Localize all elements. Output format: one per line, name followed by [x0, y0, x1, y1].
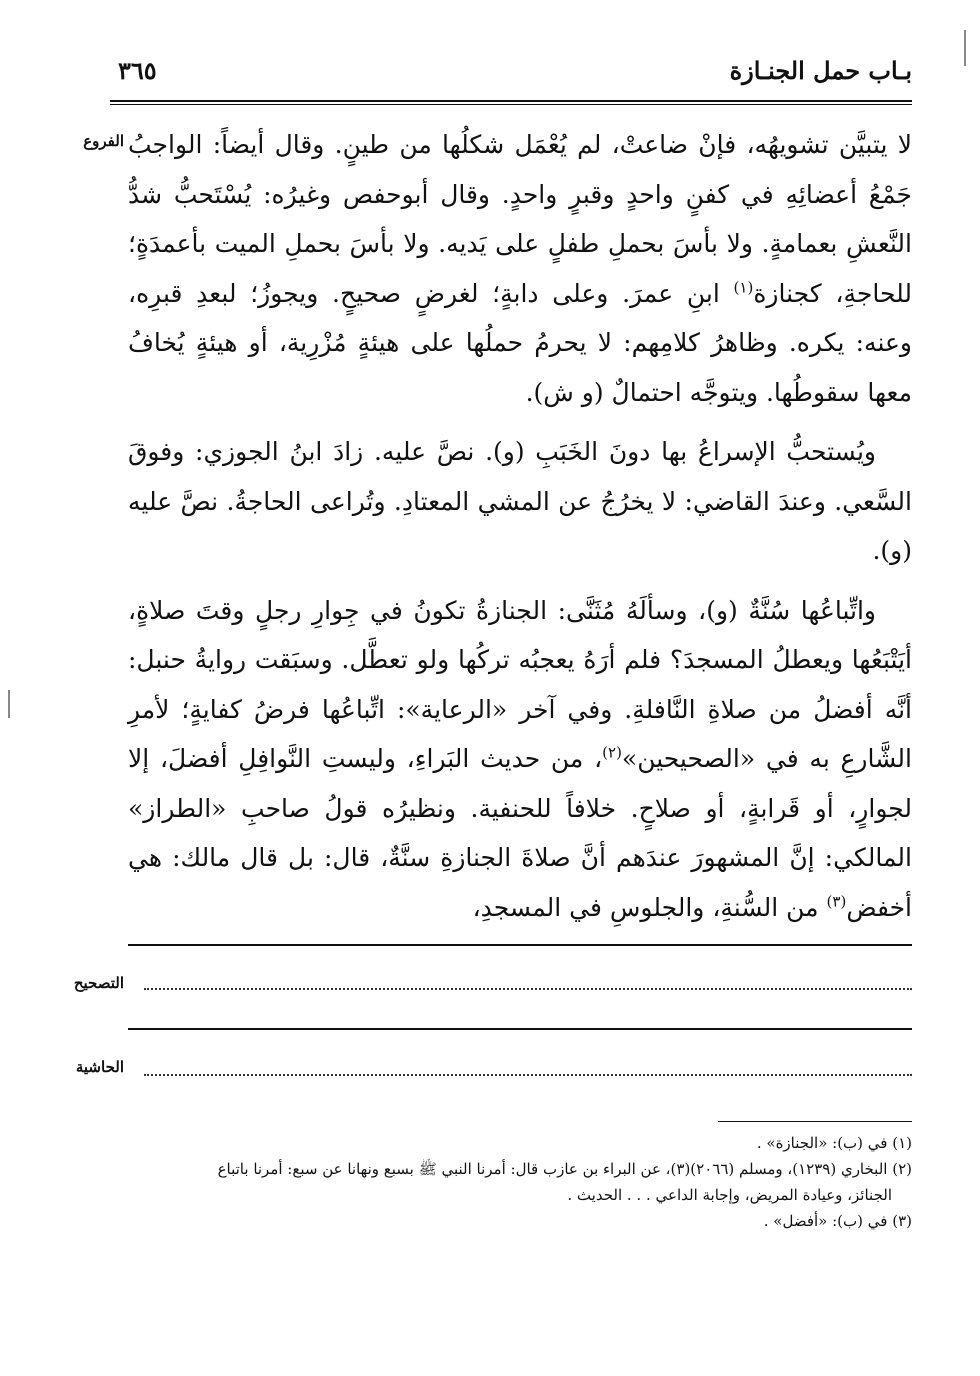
paragraph-3-text-end: من السُّنةِ، والجلوسِ في المسجدِ، [472, 892, 827, 922]
footnote-2: (٢) البخاري (١٢٣٩)، ومسلم (٢٠٦٦)(٣)، عن البراء بن عازب قال: أمرنا النبي ﷺ بسبع ونهانا عن سبع: أمرنا باتباع [217, 1160, 912, 1178]
side-label-tashih: التصحيح [73, 974, 124, 992]
tashih-rule [128, 1028, 912, 1030]
paragraph-1-text-cont: ابنِ عمرَ. وعلى دابةٍ؛ لغرضٍ صحيحٍ. ويجوزُ؛ لبعدِ قبرِه، وعنه: يكره. وظاهرُ كلامِهم: لا يحرمُ حملُها على هيئةٍ مُزْرِية، أو هيئةٍ يُخافُ معها سقوطُها. ويتوجَّه احتمالٌ (و ش). [128, 278, 912, 407]
main-text-rule [128, 944, 912, 946]
side-label-hashiya: الحاشية [75, 1058, 124, 1076]
footnotes [128, 1130, 912, 1234]
chapter-title: بـاب حمل الجنـازة [729, 56, 912, 85]
page-number: ٣٦٥ [118, 56, 157, 85]
paragraph-2-text: ويُستحبُّ الإسراعُ بها دونَ الخَبَبِ (و). نصَّ عليه. زادَ ابنُ الجوزي: وفوقَ السَّعي. وعندَ القاضي: لا يخرُجُ عن المشي المعتادِ. وتُراعى الحاجةُ. نصَّ عليه (و). [128, 437, 912, 565]
tashih-dotted-line [144, 988, 912, 990]
paragraph-3 [128, 586, 912, 933]
footnote-3: (٣) في (ب): «أفضل» . [763, 1212, 912, 1230]
footnote-2-continued: الجنائز، وعيادة المريض، وإجابة الداعي . . . الحديث . [567, 1186, 892, 1204]
scan-edge-mark [964, 30, 966, 66]
scan-edge-mark-left [8, 690, 10, 718]
side-label-furu: الفروع [83, 132, 124, 150]
footnote-ref-1[interactable]: (١) [733, 278, 754, 297]
paragraph-2 [128, 427, 912, 576]
header-rule [110, 100, 912, 105]
paragraph-3-text-mid: ، من حديث البَراءِ، وليستِ النَّوافِلِ أفضلَ، إلا لجوارٍ، أو قَرابةٍ، أو صلاحٍ. خلافاً للحنفية. ونظيرُه قولُ صاحبِ «الطراز» المالكي: إنَّ المشهورَ عندَهم أنَّ صلاةَ الجنازةِ سنَّةٌ، قال: بل قال مالك: هي أخفض [128, 744, 912, 922]
paragraph-1-text: لا يتبيَّن تشويهُه، فإنْ ضاعتْ، لم يُعْمَل شكلُها من طينٍ. وقال أيضاً: الواجبُ جَمْعُ أعضائِهِ في كفنٍ واحدٍ وقبرٍ واحدٍ. وقال أبوحفص وغيرُه: يُسْتَحبُّ شدُّ النَّعشِ بعمامةٍ. ولا بأسَ بحملِ طفلٍ على يَديه. ولا بأسَ بحملِ الميت بأعمدَةٍ؛ للحاجةِ، كجنازة [128, 130, 912, 308]
hashiya-dotted-line [144, 1074, 912, 1076]
paragraph-3-text: واتِّباعُها سُنَّةٌ (و)، وسألَهُ مُثَنَّى: الجنازةُ تكونُ في جِوارِ رجلٍ وقتَ صلاةٍ، أيَتْبَعُها ويعطلُ المسجدَ؟ فلم أرَهُ يعجبُه تركُها ولو تعطَّل. وسبَقت روايةُ حنبل: أنَّه أفضلُ من صلاةِ النَّافلةِ. وفي آخر «الرعاية»: اتِّباعُها فرضُ كفايةٍ؛ لأمرِ الشَّارعِ به في «الصحيحين» [128, 595, 912, 773]
page-header [110, 52, 912, 96]
main-text [128, 120, 912, 932]
paragraph-1 [128, 120, 912, 417]
footnote-ref-3[interactable]: (٣) [826, 892, 847, 911]
footnote-ref-2[interactable]: (٢) [602, 743, 622, 762]
footnote-1: (١) في (ب): «الجنازة» . [756, 1134, 912, 1152]
footnote-rule [718, 1121, 912, 1122]
